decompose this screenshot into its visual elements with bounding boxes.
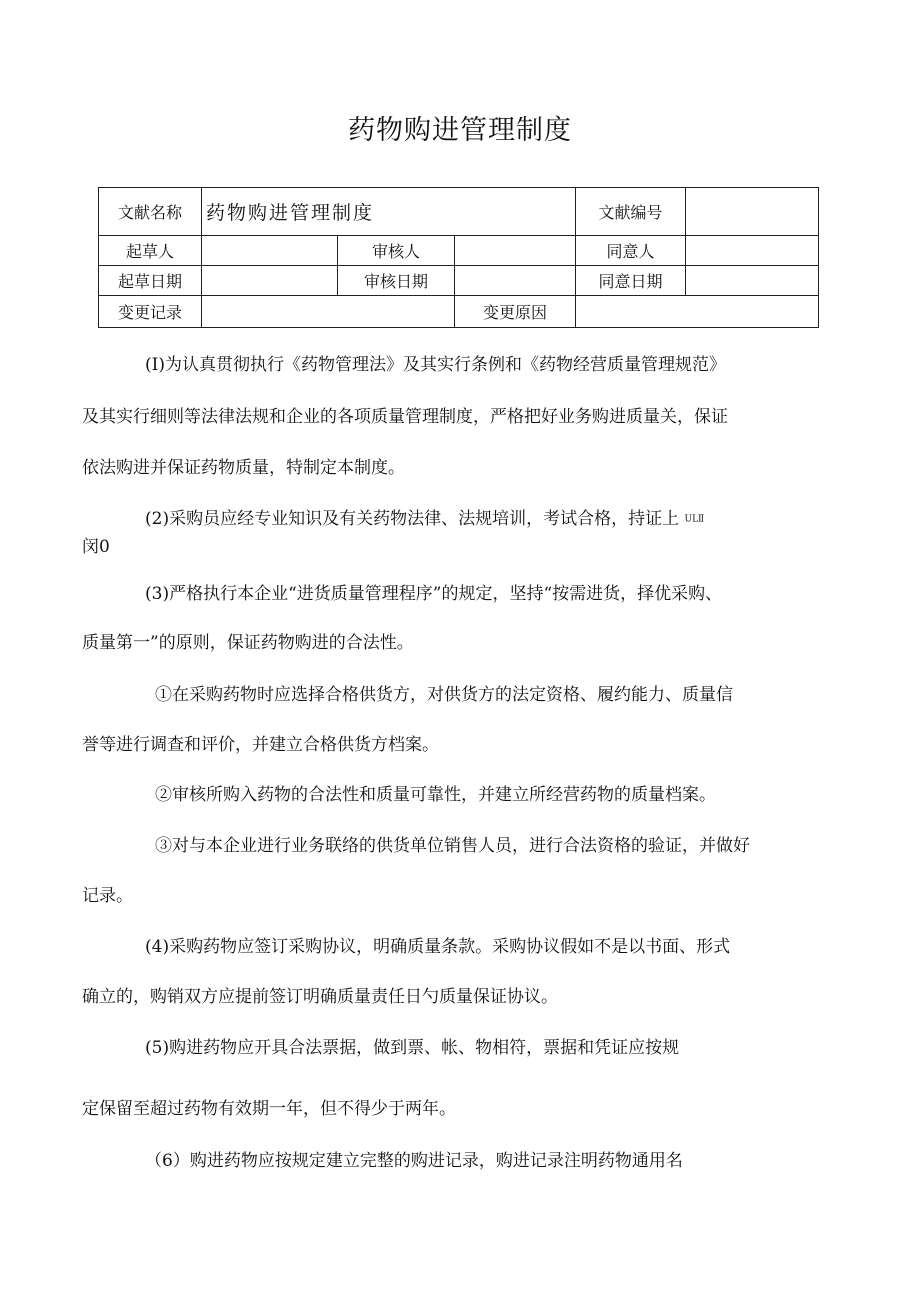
paragraph-line: 依法购进并保证药物质量，特制定本制度。 [82, 458, 405, 478]
draft-date-label: 起草日期 [99, 266, 202, 296]
paragraph-line: ②审核所购入药物的合法性和质量可靠性，并建立所经营药物的质量档案。 [155, 785, 716, 805]
approver-label: 同意人 [576, 236, 686, 266]
page-title: 药物购进管理制度 [348, 115, 572, 146]
paragraph-line [145, 504, 915, 529]
paragraph-line: 誉等进行调查和评价，并建立合格供货方档案。 [82, 735, 439, 755]
paragraph-line: ①在采购药物时应选择合格供货方，对供货方的法定资格、履约能力、质量信 [155, 685, 733, 705]
reviewer-label: 审核人 [338, 236, 455, 266]
doc-name-value: 药物购进管理制度 [202, 188, 576, 236]
draft-date-value [202, 266, 338, 296]
paragraph-line: （6）购进药物应按规定建立完整的购进记录，购进记录注明药物通用名 [145, 1151, 683, 1171]
doc-name-label: 文献名称 [99, 188, 202, 236]
paragraph-line: 确立的，购销双方应提前签订明确质量责任日勺质量保证协议。 [82, 987, 558, 1007]
table-row [99, 236, 819, 266]
line-text: (2)采购员应经专业知识及有关药物法律、法规培训，考试合格，持证上 [145, 509, 680, 529]
approver-value [686, 236, 819, 266]
paragraph-line: (5)购进药物应开具合法票据，做到票、帐、物相符，票据和凭证应按规 [145, 1038, 680, 1058]
change-reason-label: 变更原因 [455, 296, 576, 328]
change-record-label: 变更记录 [99, 296, 202, 328]
drafter-label: 起草人 [99, 236, 202, 266]
approve-date-value [686, 266, 819, 296]
paragraph-line: ③对与本企业进行业务联络的供货单位销售人员，进行合法资格的验证，并做好 [155, 836, 750, 856]
paragraph-line: (4)采购药物应签订采购协议，明确质量条款。采购协议假如不是以书面、形式 [145, 937, 731, 957]
drafter-value [202, 236, 338, 266]
paragraph-line: 记录。 [82, 886, 133, 906]
review-date-value [455, 266, 576, 296]
paragraph-line: 闵0 [82, 537, 110, 557]
doc-no-value [686, 188, 819, 236]
line-fragment: ULⅡ [684, 514, 705, 525]
document-info-table [98, 187, 819, 328]
paragraph-line: 及其实行细则等法律法规和企业的各项质量管理制度，严格把好业务购进质量关，保证 [82, 407, 728, 427]
paragraph-line: 质量第一”的原则，保证药物购进的合法性。 [82, 633, 414, 653]
table-row [99, 266, 819, 296]
paragraph-line: 定保留至超过药物有效期一年，但不得少于两年。 [82, 1099, 456, 1119]
reviewer-value [455, 236, 576, 266]
paragraph-line: (I)为认真贯彻执行《药物管理法》及其实行条例和《药物经营质量管理规范》 [145, 355, 726, 375]
table-row [99, 296, 819, 328]
paragraph-line: (3)严格执行本企业“进货质量管理程序”的规定，坚持“按需进货，择优采购、 [145, 584, 723, 604]
table-row [99, 188, 819, 236]
review-date-label: 审核日期 [338, 266, 455, 296]
approve-date-label: 同意日期 [576, 266, 686, 296]
doc-no-label: 文献编号 [576, 188, 686, 236]
change-reason-value [576, 296, 819, 328]
change-record-value [202, 296, 455, 328]
